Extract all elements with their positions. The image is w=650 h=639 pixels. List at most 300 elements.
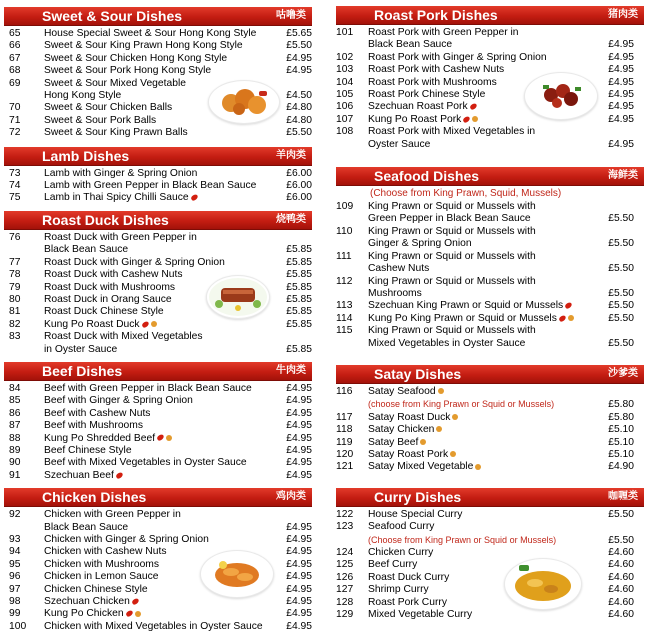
item-price: £4.80 <box>286 102 312 114</box>
item-name <box>368 126 612 151</box>
item-name <box>368 52 612 64</box>
roast-pork-dish-photo <box>524 72 598 120</box>
chili-icon <box>564 302 573 310</box>
menu-item <box>332 276 648 301</box>
item-number: 99 <box>9 608 21 620</box>
item-number: 110 <box>336 225 353 237</box>
item-number: 122 <box>336 508 354 520</box>
item-price: £4.95 <box>286 583 312 595</box>
menu-item <box>332 424 648 436</box>
item-name <box>368 251 612 276</box>
menu-item <box>0 445 316 457</box>
item-name-text: Roast Duck with Cashew Nuts <box>44 269 183 281</box>
item-name <box>44 28 280 40</box>
seafood-note: (Choose from King Prawn, Squid, Mussels) <box>370 188 562 200</box>
item-price: £4.95 <box>286 65 312 77</box>
item-name-text: Roast Pork Curry <box>368 596 447 608</box>
item-price: £5.85 <box>286 343 312 355</box>
item-name <box>44 457 280 469</box>
item-number: 83 <box>9 331 21 343</box>
lamb-title: Lamb Dishes <box>42 147 130 164</box>
item-name <box>368 398 612 411</box>
menu-item <box>0 257 316 269</box>
menu-item <box>0 596 316 608</box>
roast-duck-title: Roast Duck Dishes <box>42 211 169 228</box>
item-name-text: Beef with Mushrooms <box>44 420 144 432</box>
nut-icon <box>452 414 458 420</box>
menu-item <box>0 40 316 52</box>
item-name-text: Chicken Curry <box>368 547 434 558</box>
menu-item <box>0 408 316 420</box>
item-number: 108 <box>336 126 354 138</box>
item-name-text: Beef with Green Pepper in Black Bean Sauce <box>44 382 252 394</box>
item-number: 101 <box>336 27 354 38</box>
item-price: £4.95 <box>286 395 312 407</box>
item-number: 120 <box>336 448 354 460</box>
item-note: (Choose from King Prawn or Squid or Mussels) <box>368 534 557 545</box>
item-name-text: Chicken with Cashew Nuts <box>44 546 167 558</box>
item-number: 100 <box>9 620 27 632</box>
menu-item <box>0 509 316 534</box>
item-name <box>368 226 612 251</box>
satay-banner <box>336 365 644 384</box>
menu-item <box>0 420 316 432</box>
item-name <box>368 201 612 226</box>
item-name-text: Roast Duck Chinese Style <box>44 306 164 318</box>
menu-item <box>332 313 648 325</box>
item-number: 78 <box>9 269 21 281</box>
nut-icon <box>475 464 481 470</box>
item-name-text: Lamb with Green Pepper in Black Bean Sauce <box>44 180 257 192</box>
item-name-text: Lamb with Ginger & Spring Onion <box>44 167 198 179</box>
sweet-sour-dish-photo <box>208 80 280 124</box>
section-roast-pork <box>332 6 648 151</box>
item-name <box>44 65 280 77</box>
item-number: 111 <box>336 250 352 262</box>
menu-item <box>0 168 316 180</box>
item-name-text: Sweet & Sour Mixed Vegetable Hong Kong Style <box>44 77 186 102</box>
item-name <box>44 180 280 192</box>
item-number: 115 <box>336 325 353 337</box>
item-name-text: Roast Duck with Mixed Vegetables in Oyster Sauce <box>44 331 203 355</box>
roast-pork-title: Roast Pork Dishes <box>374 7 498 23</box>
item-name <box>44 470 280 482</box>
section-curry <box>332 488 648 622</box>
item-name-text: Sweet & Sour Chicken Balls <box>44 102 173 114</box>
item-price: £5.85 <box>286 244 312 256</box>
curry-dish-photo <box>504 558 582 610</box>
item-number: 88 <box>9 432 21 444</box>
seafood-chinese-title: 海鲜类 <box>608 170 638 182</box>
item-number: 95 <box>9 558 21 570</box>
item-number: 119 <box>336 436 353 448</box>
item-price: £5.50 <box>608 312 634 324</box>
menu-item <box>0 319 316 331</box>
item-price: £5.80 <box>608 411 634 423</box>
item-name-text: Chicken in Lemon Sauce <box>44 571 159 583</box>
curry-chinese-title: 咖喱类 <box>608 490 638 502</box>
item-name-text: Sweet & Sour King Prawn Balls <box>44 127 188 139</box>
item-name-text: Roast Duck with Green Pepper in Black Bean Sauce <box>44 231 197 256</box>
item-price: £6.00 <box>286 192 312 204</box>
menu-item <box>332 597 648 609</box>
nut-icon <box>151 321 157 327</box>
menu-item <box>332 325 648 350</box>
menu-item <box>332 89 648 101</box>
item-price: £5.50 <box>608 534 634 546</box>
chili-icon <box>141 320 150 328</box>
chicken-title: Chicken Dishes <box>42 489 147 506</box>
item-note: (choose from King Prawn or Squid or Mussels) <box>368 399 555 410</box>
item-price: £4.60 <box>608 596 634 608</box>
satay-title: Satay Dishes <box>374 365 462 382</box>
item-price: £4.60 <box>608 571 634 583</box>
menu-item <box>332 386 648 398</box>
item-name-text: Beef with Cashew Nuts <box>44 407 151 419</box>
chili-icon <box>190 194 199 202</box>
item-number: 77 <box>9 256 21 268</box>
item-name <box>44 40 280 52</box>
item-number: 82 <box>9 318 21 330</box>
roast-duck-dish-photo <box>206 275 270 319</box>
item-number: 70 <box>9 102 21 114</box>
roast-pork-banner <box>336 6 644 25</box>
item-name <box>44 608 280 620</box>
item-price: £5.10 <box>608 424 634 436</box>
item-name-text: House Special Curry <box>368 508 463 520</box>
roast-duck-banner <box>4 211 312 230</box>
item-name-text: Satay Beef <box>368 436 419 448</box>
chili-icon <box>469 103 478 111</box>
item-name-text: Satay Roast Duck <box>368 411 451 423</box>
item-name-text: Szechuan King Prawn or Squid or Mussels <box>368 300 564 312</box>
item-name <box>44 445 280 457</box>
item-number: 73 <box>9 167 21 179</box>
item-name-text: Szechuan Roast Pork <box>368 101 468 113</box>
menu-item <box>332 509 648 521</box>
item-number: 114 <box>336 312 353 324</box>
item-price: £5.85 <box>286 306 312 318</box>
item-number: 124 <box>336 547 354 558</box>
item-name <box>368 609 612 621</box>
menu-item <box>332 52 648 64</box>
item-name <box>44 232 280 257</box>
item-number: 118 <box>336 424 353 436</box>
item-name-text: Roast Pork Chinese Style <box>368 89 486 101</box>
item-price: £5.85 <box>286 293 312 305</box>
item-number: 117 <box>336 411 353 423</box>
item-name <box>368 547 612 559</box>
roast-duck-chinese-title: 烧鸭类 <box>276 213 306 225</box>
item-name-text: House Special Sweet & Sour Hong Kong Style <box>44 28 257 39</box>
item-number: 104 <box>336 76 354 88</box>
item-number: 79 <box>9 281 21 293</box>
item-name-text: King Prawn or Squid or Mussels with Mushrooms <box>368 275 536 299</box>
menu-item <box>0 28 316 40</box>
item-name <box>368 325 612 350</box>
item-name-text: Seafood Curry <box>368 521 435 533</box>
item-number: 80 <box>9 293 21 305</box>
item-name <box>368 461 612 473</box>
item-name <box>44 509 280 534</box>
item-number: 85 <box>9 395 21 407</box>
beef-title: Beef Dishes <box>42 362 123 379</box>
item-name-text: Roast Pork with Green Pepper in Black Bean Sauce <box>368 27 519 51</box>
item-number: 102 <box>336 51 354 63</box>
menu-item <box>0 433 316 445</box>
item-price: £4.95 <box>286 457 312 469</box>
item-name-text: Satay Chicken <box>368 424 435 436</box>
item-number: 107 <box>336 113 354 125</box>
item-number: 129 <box>336 609 354 621</box>
item-number: 68 <box>9 65 21 77</box>
item-price: £5.85 <box>286 269 312 281</box>
item-number: 65 <box>9 28 21 39</box>
item-name <box>44 168 280 180</box>
nut-icon <box>166 435 172 441</box>
menu-item <box>0 383 316 395</box>
item-name-text: Roast Duck with Ginger & Spring Onion <box>44 256 225 268</box>
item-name-text: Beef with Mixed Vegetables in Oyster Sauce <box>44 457 247 469</box>
item-price: £4.95 <box>608 138 634 150</box>
item-price: £5.10 <box>608 448 634 460</box>
item-number: 109 <box>336 201 354 213</box>
item-price: £4.95 <box>608 89 634 101</box>
section-seafood <box>332 167 648 350</box>
item-number: 126 <box>336 571 354 583</box>
item-price: £5.65 <box>286 28 312 39</box>
item-price: £4.95 <box>286 432 312 444</box>
chili-icon <box>463 115 472 123</box>
item-price: £4.80 <box>286 114 312 126</box>
item-price: £5.50 <box>608 263 634 275</box>
item-name-text: Chicken with Mushrooms <box>44 558 160 570</box>
item-name <box>44 420 280 432</box>
item-name <box>368 437 612 449</box>
item-name-text: Beef with Ginger & Spring Onion <box>44 395 193 407</box>
item-name <box>44 257 280 269</box>
menu-item <box>332 572 648 584</box>
item-name-text: Chicken with Green Pepper in Black Bean Sauce <box>44 509 181 533</box>
menu-item <box>332 64 648 76</box>
item-name-text: Kung Po King Prawn or Squid or Mussels <box>368 312 557 324</box>
chicken-banner <box>4 488 312 507</box>
item-number: 106 <box>336 101 354 113</box>
item-name-text: Chicken with Mixed Vegetables in Oyster Sauce <box>44 620 263 632</box>
item-name <box>44 331 280 356</box>
item-name <box>368 449 612 461</box>
menu-item <box>0 470 316 482</box>
section-beef <box>0 362 316 482</box>
item-price: £4.95 <box>286 558 312 570</box>
item-price: £5.50 <box>608 508 634 520</box>
item-price: £4.95 <box>608 76 634 88</box>
item-name-text: Chicken Chinese Style <box>44 583 148 595</box>
item-price: £4.60 <box>608 584 634 596</box>
menu-item <box>332 521 648 533</box>
item-number: 90 <box>9 457 21 469</box>
item-price: £4.60 <box>608 559 634 571</box>
menu-item <box>332 114 648 126</box>
item-price: £4.95 <box>286 382 312 394</box>
lemon-chicken-dish-photo <box>200 550 274 598</box>
item-name-text: Satay Seafood <box>368 385 436 397</box>
item-name-text: Kung Po Roast Pork <box>368 113 462 125</box>
item-number: 98 <box>9 596 21 608</box>
item-name-text: Satay Mixed Vegetable <box>368 461 474 473</box>
section-lamb <box>0 147 316 205</box>
item-number: 97 <box>9 583 21 595</box>
item-number: 84 <box>9 382 21 394</box>
item-price: £5.50 <box>608 300 634 312</box>
item-number: 128 <box>336 596 354 608</box>
menu-item <box>0 608 316 620</box>
item-price: £4.95 <box>608 51 634 63</box>
item-name-text: Roast Pork with Mushrooms <box>368 76 497 88</box>
item-price: £4.95 <box>286 469 312 481</box>
menu-item <box>0 192 316 204</box>
item-price: £4.95 <box>286 444 312 456</box>
item-number: 116 <box>336 385 353 397</box>
item-price: £5.50 <box>608 238 634 250</box>
menu-item <box>332 534 648 547</box>
item-price: £4.95 <box>608 113 634 125</box>
item-name <box>368 276 612 301</box>
item-number: 96 <box>9 571 21 583</box>
item-name <box>368 300 612 312</box>
item-name-text: Roast Pork with Cashew Nuts <box>368 64 505 76</box>
item-price: £4.90 <box>608 461 634 473</box>
menu-item <box>332 547 648 559</box>
menu-item <box>332 398 648 411</box>
item-number: 87 <box>9 420 21 432</box>
right-column <box>332 0 648 627</box>
item-name-text: King Prawn or Squid or Mussels with Cashew Nuts <box>368 250 536 275</box>
item-number: 92 <box>9 509 21 521</box>
item-name <box>368 27 612 52</box>
item-number: 105 <box>336 89 354 101</box>
menu-item <box>332 27 648 52</box>
item-number: 76 <box>9 231 21 243</box>
menu-item <box>332 251 648 276</box>
item-name-text: Chicken with Ginger & Spring Onion <box>44 534 209 545</box>
item-name-text: King Prawn or Squid or Mussels with Green Pepper in Black Bean Sauce <box>368 201 536 225</box>
item-name-text: Roast Pork with Ginger & Spring Onion <box>368 51 547 63</box>
item-name-text: Roast Duck with Mushrooms <box>44 281 176 293</box>
lamb-chinese-title: 羊肉类 <box>276 149 306 161</box>
sweet-sour-title: Sweet & Sour Dishes <box>42 8 183 24</box>
item-price: £4.95 <box>286 407 312 419</box>
item-name-text: King Prawn or Squid or Mussels with Ginger & Spring Onion <box>368 225 536 250</box>
nut-icon <box>438 388 444 394</box>
menu-item <box>0 127 316 139</box>
item-number: 127 <box>336 584 354 596</box>
item-number: 89 <box>9 444 21 456</box>
curry-banner <box>336 488 644 507</box>
beef-chinese-title: 牛肉类 <box>276 364 306 376</box>
item-name-text: King Prawn or Squid or Mussels with Mixed Vegetables in Oyster Sauce <box>368 325 536 349</box>
menu-item <box>0 457 316 469</box>
menu-item <box>0 65 316 77</box>
item-name-text: Roast Duck in Orang Sauce <box>44 293 172 305</box>
item-number: 67 <box>9 52 21 64</box>
item-price: £4.50 <box>286 90 312 102</box>
item-price: £5.85 <box>286 281 312 293</box>
menu-item <box>0 232 316 257</box>
menu-item <box>332 449 648 461</box>
menu-item <box>0 53 316 65</box>
item-name <box>44 53 280 65</box>
menu-item <box>0 331 316 356</box>
item-name-text: Beef Chinese Style <box>44 444 132 456</box>
item-name-text: Sweet & Sour Pork Hong Kong Style <box>44 65 212 77</box>
item-number: 93 <box>9 534 21 545</box>
menu-item <box>332 101 648 113</box>
item-number: 103 <box>336 64 354 76</box>
curry-title: Curry Dishes <box>374 488 462 505</box>
menu-item <box>332 226 648 251</box>
item-name <box>44 395 280 407</box>
item-name <box>368 509 612 521</box>
item-price: £5.80 <box>608 399 634 411</box>
item-number: 71 <box>9 114 21 126</box>
nut-icon <box>450 451 456 457</box>
chili-icon <box>156 434 165 442</box>
item-number: 66 <box>9 40 21 52</box>
item-price: £4.95 <box>286 571 312 583</box>
item-price: £5.50 <box>608 337 634 349</box>
item-name <box>368 424 612 436</box>
menu-item <box>0 621 316 633</box>
item-name-text: Lamb in Thai Spicy Chilli Sauce <box>44 192 189 204</box>
item-price: £5.85 <box>286 318 312 330</box>
menu-item <box>332 126 648 151</box>
item-number: 125 <box>336 559 354 571</box>
item-name-text: Kung Po Shredded Beef <box>44 432 156 444</box>
item-name-text: Sweet & Sour King Prawn Hong Kong Style <box>44 40 243 52</box>
lamb-banner <box>4 147 312 166</box>
item-name <box>368 412 612 424</box>
menu-item <box>332 559 648 571</box>
item-number: 75 <box>9 192 21 204</box>
item-number: 112 <box>336 275 353 287</box>
item-name-text: Szechuan Beef <box>44 469 114 481</box>
seafood-title: Seafood Dishes <box>374 168 480 185</box>
item-price: £4.95 <box>286 420 312 432</box>
item-number: 121 <box>336 461 354 473</box>
satay-chinese-title: 沙爹类 <box>608 367 638 379</box>
item-number: 74 <box>9 180 21 192</box>
item-name-text: Szechuan Chicken <box>44 596 130 608</box>
item-name <box>44 433 280 445</box>
chili-icon <box>125 610 134 618</box>
item-name <box>44 596 280 608</box>
item-name-text: Kung Po Chicken <box>44 608 124 620</box>
roast-pork-chinese-title: 猪肉类 <box>608 9 638 20</box>
nut-icon <box>420 439 426 445</box>
item-number: 91 <box>9 469 21 481</box>
item-price: £6.00 <box>286 180 312 192</box>
item-price: £5.50 <box>286 127 312 139</box>
section-satay <box>332 365 648 474</box>
item-price: £6.00 <box>286 167 312 179</box>
item-name <box>44 127 280 139</box>
item-name-text: Roast Duck Curry <box>368 571 450 583</box>
menu-item <box>0 534 316 546</box>
item-price: £4.95 <box>608 64 634 76</box>
item-name <box>44 534 280 546</box>
item-name-text: Sweet & Sour Pork Balls <box>44 114 157 126</box>
